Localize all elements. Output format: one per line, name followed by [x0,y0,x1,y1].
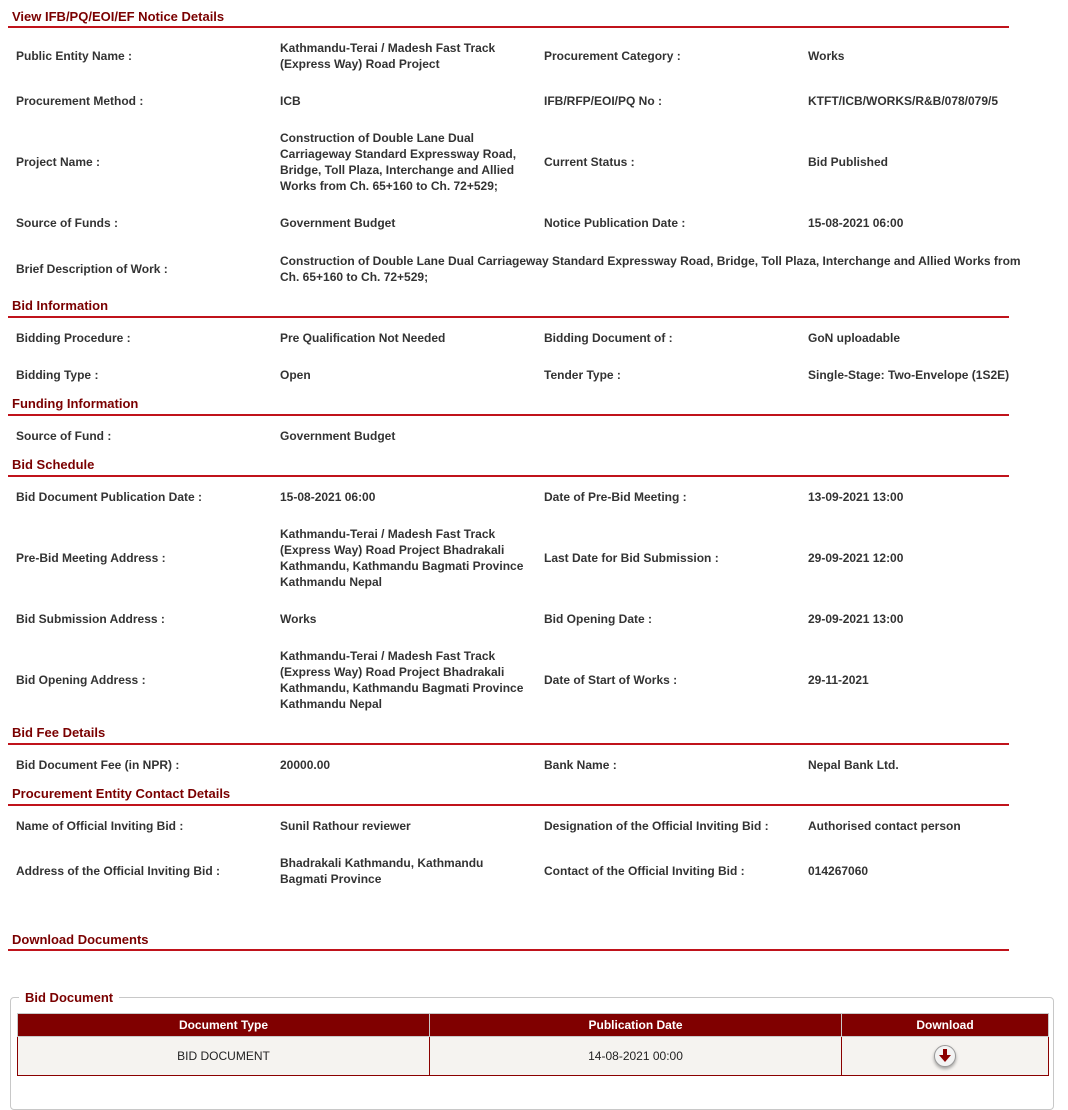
last-date-submission-value: 29-09-2021 12:00 [808,551,904,565]
bid-document-publication-date-label: Bid Document Publication Date : [16,490,203,504]
brief-description-value: Construction of Double Lane Dual Carriageway Standard Expressway Road, Bridge, Toll Plaza, Interchange and Allied Works from Ch. 65+160 to Ch. 72+529; [280,254,1021,284]
current-status-value: Bid Published [808,155,889,169]
bidding-document-label: Bidding Document of : [544,331,673,345]
bid-document-legend: Bid Document [25,990,114,1005]
bid-opening-date-label: Bid Opening Date : [544,612,652,626]
documents-table [17,1013,1049,1076]
section-rule [8,804,1009,806]
source-of-funds-label: Source of Funds : [16,216,118,230]
bid-opening-address-label: Bid Opening Address : [16,673,146,687]
bid-fee-details-title: Bid Fee Details [12,725,106,740]
start-of-works-date-value: 29-11-2021 [808,673,869,687]
bid-opening-address-value: Kathmandu-Terai / Madesh Fast Track (Express Way) Road Project Bhadrakali Kathmandu, Kathmandu Bagmati Province Kathmandu Nepal [280,649,524,711]
notice-publication-date-value: 15-08-2021 06:00 [808,216,904,230]
last-date-submission-label: Last Date for Bid Submission : [544,551,719,565]
bid-opening-date-value: 29-09-2021 13:00 [808,612,904,626]
project-name-value: Construction of Double Lane Dual Carriageway Standard Expressway Road, Bridge, Toll Plaza, Interchange and Allied Works from Ch. 65+160 to Ch. 72+529; [280,131,517,193]
source-of-funds-value: Government Budget [280,216,396,230]
official-designation-label: Designation of the Official Inviting Bid : [544,819,769,833]
official-contact-label: Contact of the Official Inviting Bid : [544,864,745,878]
bid-document-publication-date-value: 15-08-2021 06:00 [280,490,376,504]
official-name-label: Name of Official Inviting Bid : [16,819,184,833]
ifb-number-label: IFB/RFP/EOI/PQ No : [544,94,663,108]
public-entity-value: Kathmandu-Terai / Madesh Fast Track (Express Way) Road Project [280,41,496,71]
official-contact-value: 014267060 [808,864,869,878]
brief-description-label: Brief Description of Work : [16,262,168,276]
source-of-fund-label: Source of Fund : [16,429,112,443]
section-rule [8,316,1009,318]
bid-schedule-title: Bid Schedule [12,457,95,472]
bidding-type-value: Open [280,368,311,382]
tender-type-value: Single-Stage: Two-Envelope (1S2E) [808,368,1010,382]
current-status-label: Current Status : [544,155,635,169]
pre-bid-meeting-address-value: Kathmandu-Terai / Madesh Fast Track (Express Way) Road Project Bhadrakali Kathmandu, Kathmandu Bagmati Province Kathmandu Nepal [280,527,524,589]
bidding-type-label: Bidding Type : [16,368,99,382]
official-address-label: Address of the Official Inviting Bid : [16,864,221,878]
section-rule [8,743,1009,745]
pre-bid-meeting-date-value: 13-09-2021 13:00 [808,490,904,504]
ifb-number-value: KTFT/ICB/WORKS/R&B/078/079/5 [808,94,999,108]
download-documents-title: Download Documents [12,932,149,947]
download-cell [842,1037,1049,1076]
bank-name-label: Bank Name : [544,758,617,772]
official-designation-value: Authorised contact person [808,819,961,833]
publication-date-cell: 14-08-2021 00:00 [430,1037,842,1076]
project-name-label: Project Name : [16,155,101,169]
start-of-works-date-label: Date of Start of Works : [544,673,678,687]
bid-information-title: Bid Information [12,298,109,313]
bid-submission-address-label: Bid Submission Address : [16,612,165,626]
bid-document-fee-value: 20000.00 [280,758,331,772]
tender-type-label: Tender Type : [544,368,621,382]
pre-bid-meeting-address-label: Pre-Bid Meeting Address : [16,551,166,565]
procurement-method-label: Procurement Method : [16,94,144,108]
section-rule [8,414,1009,416]
section-rule [8,26,1009,28]
pre-bid-meeting-date-label: Date of Pre-Bid Meeting : [544,490,687,504]
arrow-down-icon [939,1049,951,1062]
bid-document-fee-label: Bid Document Fee (in NPR) : [16,758,180,772]
public-entity-label: Public Entity Name : [16,49,133,63]
download-icon[interactable] [934,1045,956,1067]
notice-section-title: View IFB/PQ/EOI/EF Notice Details [12,9,225,24]
bank-name-value: Nepal Bank Ltd. [808,758,899,772]
official-address-value: Bhadrakali Kathmandu, Kathmandu Bagmati Province [280,856,484,886]
procurement-category-value: Works [808,49,845,63]
procurement-method-value: ICB [280,94,301,108]
section-rule [8,949,1009,951]
bidding-document-value: GoN uploadable [808,331,901,345]
bidding-procedure-value: Pre Qualification Not Needed [280,331,446,345]
contact-details-title: Procurement Entity Contact Details [12,786,231,801]
column-header-publication-date: Publication Date [430,1014,842,1037]
procurement-category-label: Procurement Category : [544,49,681,63]
column-header-document-type: Document Type [18,1014,430,1037]
notice-publication-date-label: Notice Publication Date : [544,216,686,230]
bidding-procedure-label: Bidding Procedure : [16,331,131,345]
column-header-download: Download [842,1014,1049,1037]
bid-submission-address-value: Works [280,612,317,626]
table-header-row [18,1014,1049,1037]
section-rule [8,475,1009,477]
source-of-fund-value: Government Budget [280,429,396,443]
official-name-value: Sunil Rathour reviewer [280,819,411,833]
document-type-cell: BID DOCUMENT [18,1037,430,1076]
funding-information-title: Funding Information [12,396,139,411]
table-row [18,1037,1049,1076]
